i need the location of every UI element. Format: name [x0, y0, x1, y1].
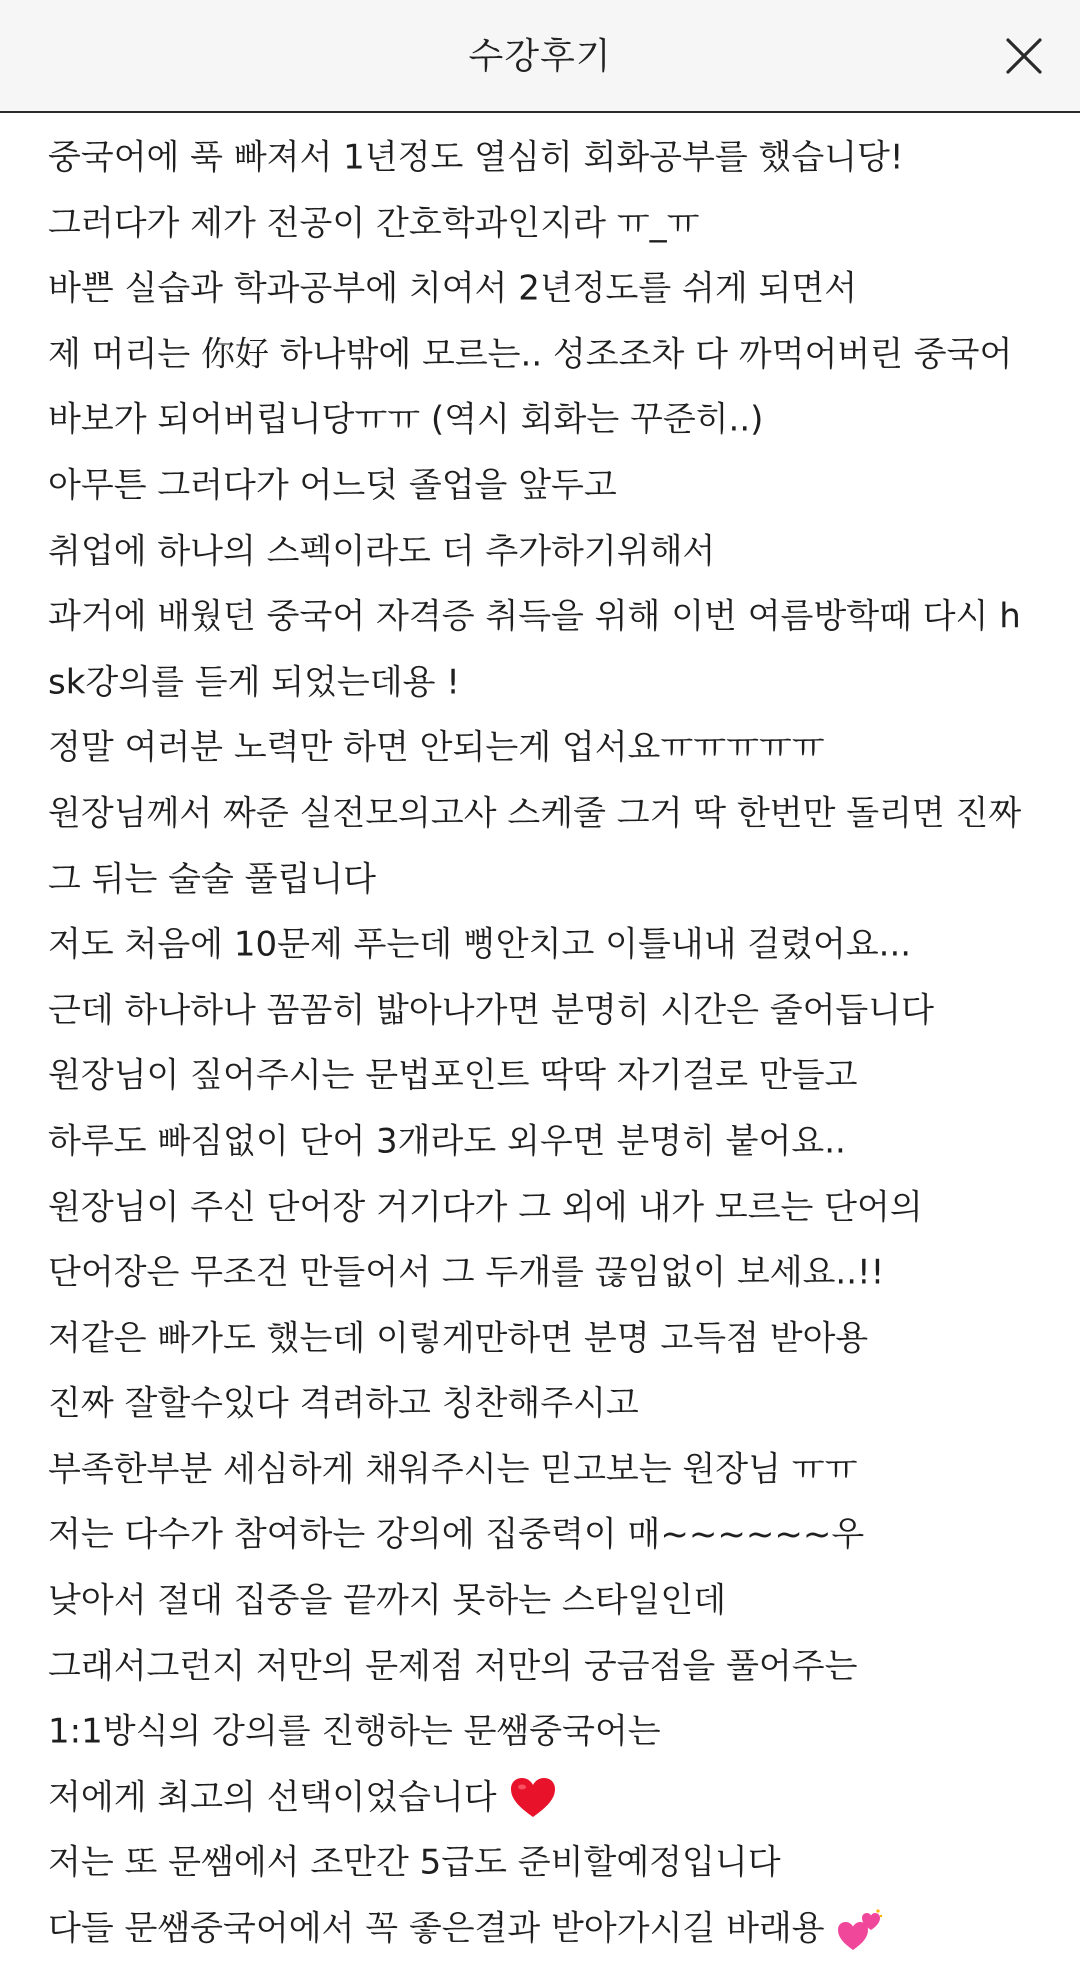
page-title: 수강후기 — [468, 36, 612, 77]
review-line: 저에게 최고의 선택이었습니다 — [48, 1765, 1048, 1831]
review-line: 다들 문쌤중국어에서 꼭 좋은결과 받아가시길 바래용 — [48, 1896, 1048, 1962]
review-line: 아무튼 그러다가 어느덧 졸업을 앞두고 — [48, 465, 617, 506]
review-line: 원장님이 짚어주시는 문법포인트 딱딱 자기걸로 만들고 — [48, 1056, 858, 1097]
review-line: 낮아서 절대 집중을 끝까지 못하는 스타일인데 — [48, 1580, 727, 1621]
review-line: 과거에 배웠던 중국어 자격증 취득을 위해 이번 여름방학때 다시 h — [48, 596, 1021, 637]
review-line: 바보가 되어버립니당ㅠㅠ (역시 회화는 꾸준히..) — [48, 400, 764, 441]
review-line: 저는 다수가 참여하는 강의에 집중력이 매~~~~~~우 — [48, 1515, 865, 1556]
close-icon — [994, 26, 1054, 86]
review-line: 단어장은 무조건 만들어서 그 두개를 끊임없이 보세요..!! — [48, 1252, 885, 1293]
review-line: 중국어에 푹 빠져서 1년정도 열심히 회화공부를 했습니당! — [48, 137, 904, 178]
review-line: 제 머리는 你好 하나밖에 모르는.. 성조조차 다 까먹어버린 중국어 — [48, 334, 1013, 375]
review-line: 그 뒤는 술술 풀립니다 — [48, 859, 377, 900]
review-line: 진짜 잘할수있다 격려하고 칭찬해주시고 — [48, 1383, 639, 1424]
review-line: 저도 처음에 10문제 푸는데 뻥안치고 이틀내내 걸렸어요... — [48, 924, 912, 965]
review-line: 그러다가 제가 전공이 간호학과인지라 ㅠ_ㅠ — [48, 203, 700, 244]
review-line: 바쁜 실습과 학과공부에 치여서 2년정도를 쉬게 되면서 — [48, 268, 858, 309]
review-line: sk강의를 듣게 되었는데용 ! — [48, 662, 460, 703]
top-bar — [0, 0, 1080, 113]
review-line: 정말 여러분 노력만 하면 안되는게 업서요ㅠㅠㅠㅠㅠ — [48, 728, 825, 769]
review-line: 원장님이 주신 단어장 거기다가 그 외에 내가 모르는 단어의 — [48, 1187, 923, 1228]
review-line: 그래서그런지 저만의 문제점 저만의 궁금점을 풀어주는 — [48, 1646, 858, 1687]
review-line: 저같은 빠가도 했는데 이렇게만하면 분명 고득점 받아용 — [48, 1318, 869, 1359]
review-line: 부족한부분 세심하게 채워주시는 믿고보는 원장님 ㅠㅠ — [48, 1449, 858, 1490]
review-line: 원장님께서 짜준 실전모의고사 스케줄 그거 딱 한번만 돌리면 진짜 — [48, 793, 1022, 834]
review-line: 근데 하나하나 꼼꼼히 밟아나가면 분명히 시간은 줄어듭니다 — [48, 990, 934, 1031]
review-line: 하루도 빠짐없이 단어 3개라도 외우면 분명히 붙어요.. — [48, 1121, 846, 1162]
close-button[interactable] — [994, 26, 1054, 86]
review-body — [48, 125, 1048, 1962]
two-hearts-icon — [837, 1908, 883, 1952]
review-line: 1:1방식의 강의를 진행하는 문쌤중국어는 — [48, 1711, 661, 1752]
red-heart-icon — [509, 1776, 557, 1820]
review-line: 저는 또 문쌤에서 조만간 5급도 준비할예정입니다 — [48, 1843, 781, 1884]
review-line: 취업에 하나의 스펙이라도 더 추가하기위해서 — [48, 531, 716, 572]
